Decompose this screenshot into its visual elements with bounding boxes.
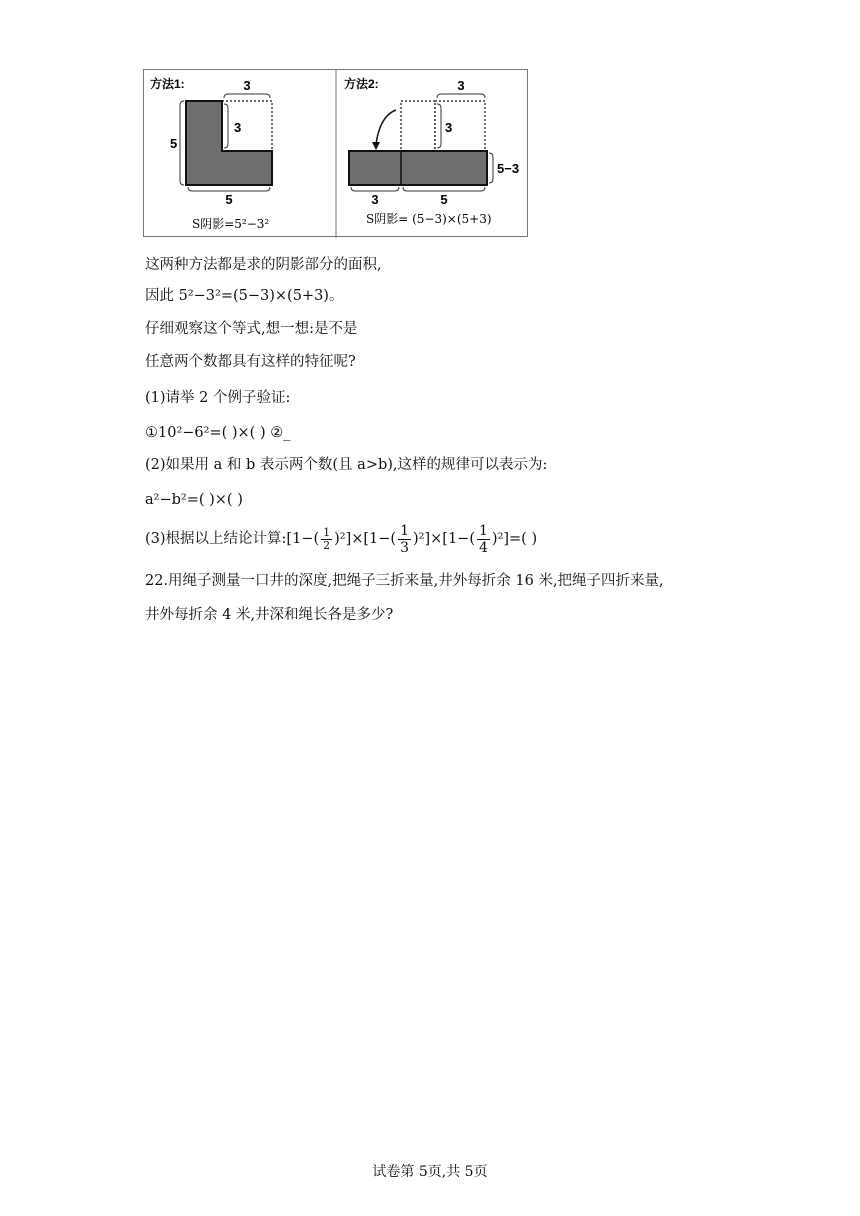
question-2-equation: a²−b²=( )×( ) <box>145 492 243 508</box>
fraction-one-half: $\frac{1}{2}$ <box>323 525 331 552</box>
page-footer: 试卷第 5页,共 5页 <box>372 1164 488 1180</box>
method1-top-brace <box>224 94 270 98</box>
method2-top-brace <box>437 94 485 98</box>
method2-bottom-left-brace <box>351 187 399 191</box>
method2-bottom-right-brace <box>403 187 485 191</box>
method1-bottom-label: 5 <box>225 192 233 207</box>
method-diagram <box>144 70 529 238</box>
method2-arrow-head <box>372 142 380 150</box>
question-3-part-a: (3)根据以上结论计算:[1−( <box>145 531 320 547</box>
method1-shaded-region <box>186 101 272 185</box>
method2-dotted-left <box>401 101 435 151</box>
method1-top-label: 3 <box>243 78 251 93</box>
method2-inner-brace <box>437 104 441 148</box>
method2-right-brace <box>489 153 493 183</box>
text-line-3: 仔细观察这个等式,想一想:是不是 <box>145 321 358 337</box>
question-3 <box>145 522 537 556</box>
text-line-4: 任意两个数都具有这样的特征呢? <box>145 354 356 370</box>
method2-formula: S阴影= (5−3)×(5+3) <box>366 212 492 226</box>
question-3-part-c: )²]×[1−( <box>413 531 475 547</box>
method2-dotted-square <box>435 101 485 151</box>
method2-label: 方法2: <box>344 77 379 91</box>
problem-22-line-1: 22.用绳子测量一口井的深度,把绳子三折来量,井外每折余 16 米,把绳子四折来量, <box>145 573 664 589</box>
method2-shaded-rect <box>349 151 487 185</box>
method2-right-label: 5−3 <box>497 161 520 176</box>
text-line-1: 这两种方法都是求的阴影部分的面积, <box>145 257 382 273</box>
method2-inner-label: 3 <box>445 120 453 135</box>
method1-formula: S阴影=5²−3² <box>192 217 270 231</box>
method1-left-brace <box>180 101 184 185</box>
method2-bottom-right-label: 5 <box>440 192 448 207</box>
question-1-equation: ①10²−6²=( )×( ) ②_ <box>145 425 291 441</box>
method2-move-arrow <box>376 110 396 144</box>
fraction-one-third: $\frac{1}{3}$ <box>400 522 410 556</box>
question-1: (1)请举 2 个例子验证: <box>145 390 291 406</box>
question-3-part-d: )²]=( ) <box>491 531 538 547</box>
question-2: (2)如果用 a 和 b 表示两个数(且 a>b),这样的规律可以表示为: <box>145 457 548 473</box>
method1-label: 方法1: <box>150 77 185 91</box>
method1-left-label: 5 <box>170 136 178 151</box>
fraction-one-fourth: $\frac{1}{4}$ <box>478 522 488 556</box>
method1-inner-label: 3 <box>234 120 242 135</box>
method1-dotted-square <box>222 101 272 151</box>
text-line-2: 因此 5²−3²=(5−3)×(5+3)。 <box>145 288 344 304</box>
method1-inner-brace <box>224 104 228 148</box>
method-figure <box>143 69 528 237</box>
method1-bottom-brace <box>188 187 270 191</box>
question-3-part-b: )²]×[1−( <box>334 531 397 547</box>
method2-bottom-left-label: 3 <box>371 192 379 207</box>
problem-22-line-2: 井外每折余 4 米,井深和绳长各是多少? <box>145 607 394 623</box>
method2-top-label: 3 <box>457 78 465 93</box>
